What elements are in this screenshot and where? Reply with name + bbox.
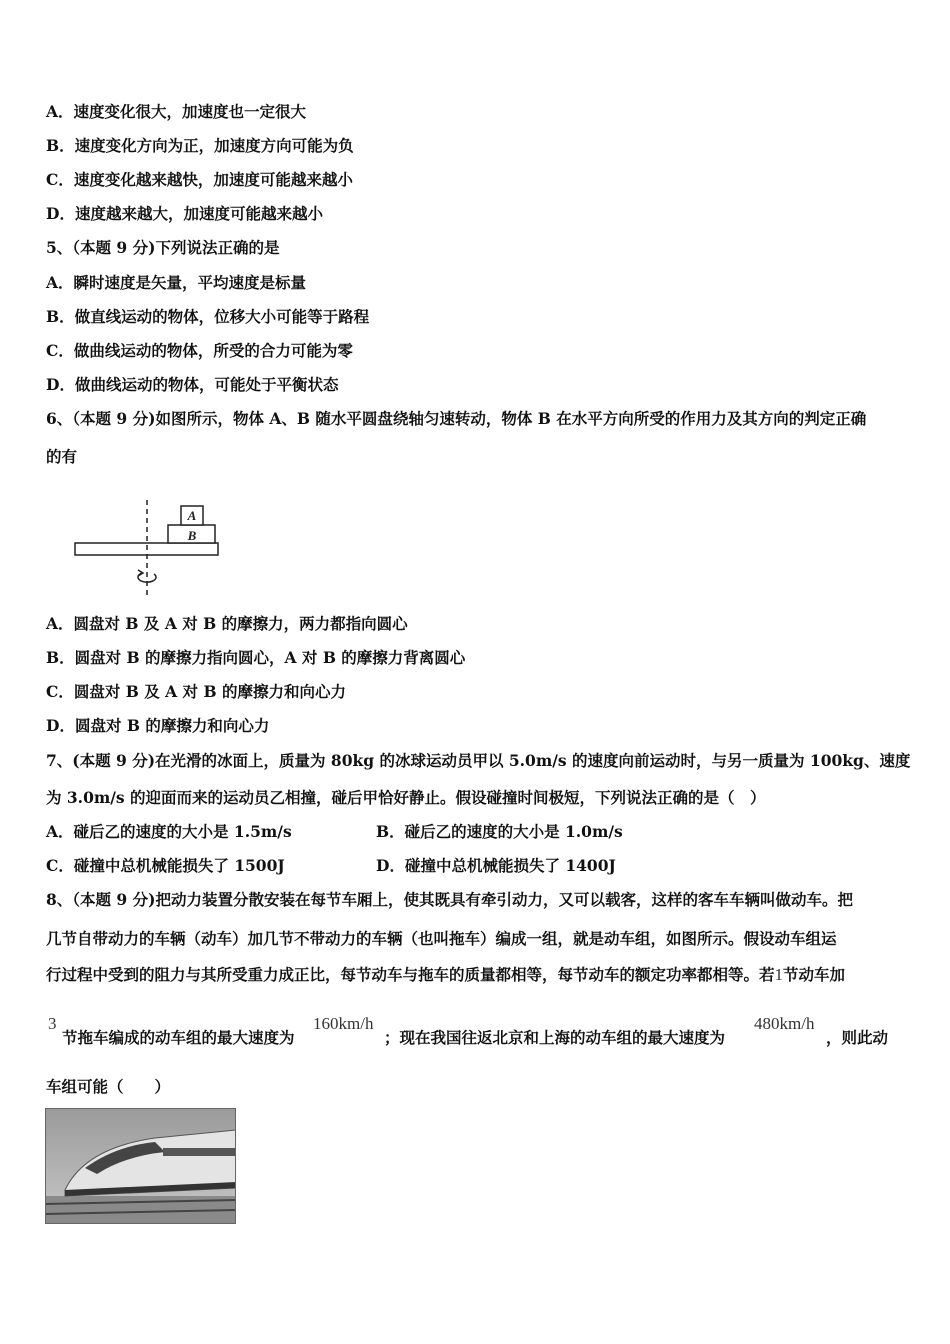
q5-option-d: D．做曲线运动的物体，可能处于平衡状态 (46, 375, 339, 394)
train-windows (163, 1148, 236, 1156)
q7-stem-line1: 7、(本题 9 分)在光滑的冰面上，质量为 80kg 的冰球运动员甲以 5.0m/s 的速度向前运动时，与另一质量为 100kg、速度 (46, 751, 911, 770)
q7-option-d: D．碰撞中总机械能损失了 1400J (376, 856, 616, 875)
bullet-train-photo (45, 1108, 236, 1224)
q6-stem-line2: 的有 (46, 447, 78, 466)
q4-option-b: B．速度变化方向为正，加速度方向可能为负 (46, 136, 354, 155)
label-b: B (187, 528, 197, 543)
q8-line1: 8、（本题 9 分)把动力装置分散安装在每节车厢上，使其既具有牵引动力，又可以载客，这样的客车车辆叫做动车。把 (46, 890, 853, 909)
q6-option-b: B．圆盘对 B 的摩擦力指向圆心，A 对 B 的摩擦力背离圆心 (46, 648, 466, 667)
math-speed-480: 480km/h (754, 1014, 815, 1033)
q8-line3-text: 行过程中受到的阻力与其所受重力成正比，每节动车与拖车的质量都相等，每节动车的额定功率都相等。若 (46, 965, 775, 984)
q5-stem: 5、（本题 9 分)下列说法正确的是 (46, 238, 280, 257)
q5-option-c: C．做曲线运动的物体，所受的合力可能为零 (46, 341, 353, 360)
q6-stem-line1: 6、（本题 9 分)如图所示，物体 A、B 随水平圆盘绕轴匀速转动，物体 B 在水平方向所受的作用力及其方向的判定正确 (46, 409, 867, 428)
q4-option-a: A．速度变化很大，加速度也一定很大 (46, 102, 307, 121)
q7-stem-line2: 为 3.0m/s 的迎面而来的运动员乙相撞，碰后甲恰好静止。假设碰撞时间极短，下列说法正确的是（ ） (46, 788, 766, 807)
q5-option-a: A．瞬时速度是矢量，平均速度是标量 (46, 273, 307, 292)
q6-option-d: D．圆盘对 B 的摩擦力和向心力 (46, 716, 270, 735)
q6-option-c: C．圆盘对 B 及 A 对 B 的摩擦力和向心力 (46, 682, 346, 701)
q7-option-a: A．碰后乙的速度的大小是 1.5m/s (46, 822, 292, 841)
rotating-disk-figure (70, 498, 230, 598)
math-one-motor: 1 (774, 965, 784, 984)
q8-line5: 车组可能（ ） (46, 1077, 171, 1096)
q5-option-b: B．做直线运动的物体，位移大小可能等于路程 (46, 307, 370, 326)
q8-line2: 几节自带动力的车辆（动车）加几节不带动力的车辆（也叫拖车）编成一组，就是动车组，如图所示。假设动车组运 (46, 929, 837, 948)
q4-option-d: D．速度越来越大，加速度可能越来越小 (46, 204, 323, 223)
q8-line3 (46, 965, 845, 985)
q8-line3-end: 节动车加 (783, 965, 846, 984)
math-three-trailers: 3 (48, 1014, 57, 1033)
q7-option-b: B．碰后乙的速度的大小是 1.0m/s (376, 822, 623, 841)
q4-option-c: C．速度变化越来越快，加速度可能越来越小 (46, 170, 353, 189)
q7-option-c: C．碰撞中总机械能损失了 1500J (46, 856, 285, 875)
math-speed-160: 160km/h (313, 1014, 374, 1033)
label-a: A (187, 508, 197, 523)
q8-line4-c: ，则此动 (826, 1028, 889, 1047)
q8-line4-b: ；现在我国往返北京和上海的动车组的最大速度为 (384, 1028, 726, 1047)
q8-line4-a: 节拖车编成的动车组的最大速度为 (62, 1028, 295, 1047)
q6-option-a: A．圆盘对 B 及 A 对 B 的摩擦力，两力都指向圆心 (46, 614, 408, 633)
